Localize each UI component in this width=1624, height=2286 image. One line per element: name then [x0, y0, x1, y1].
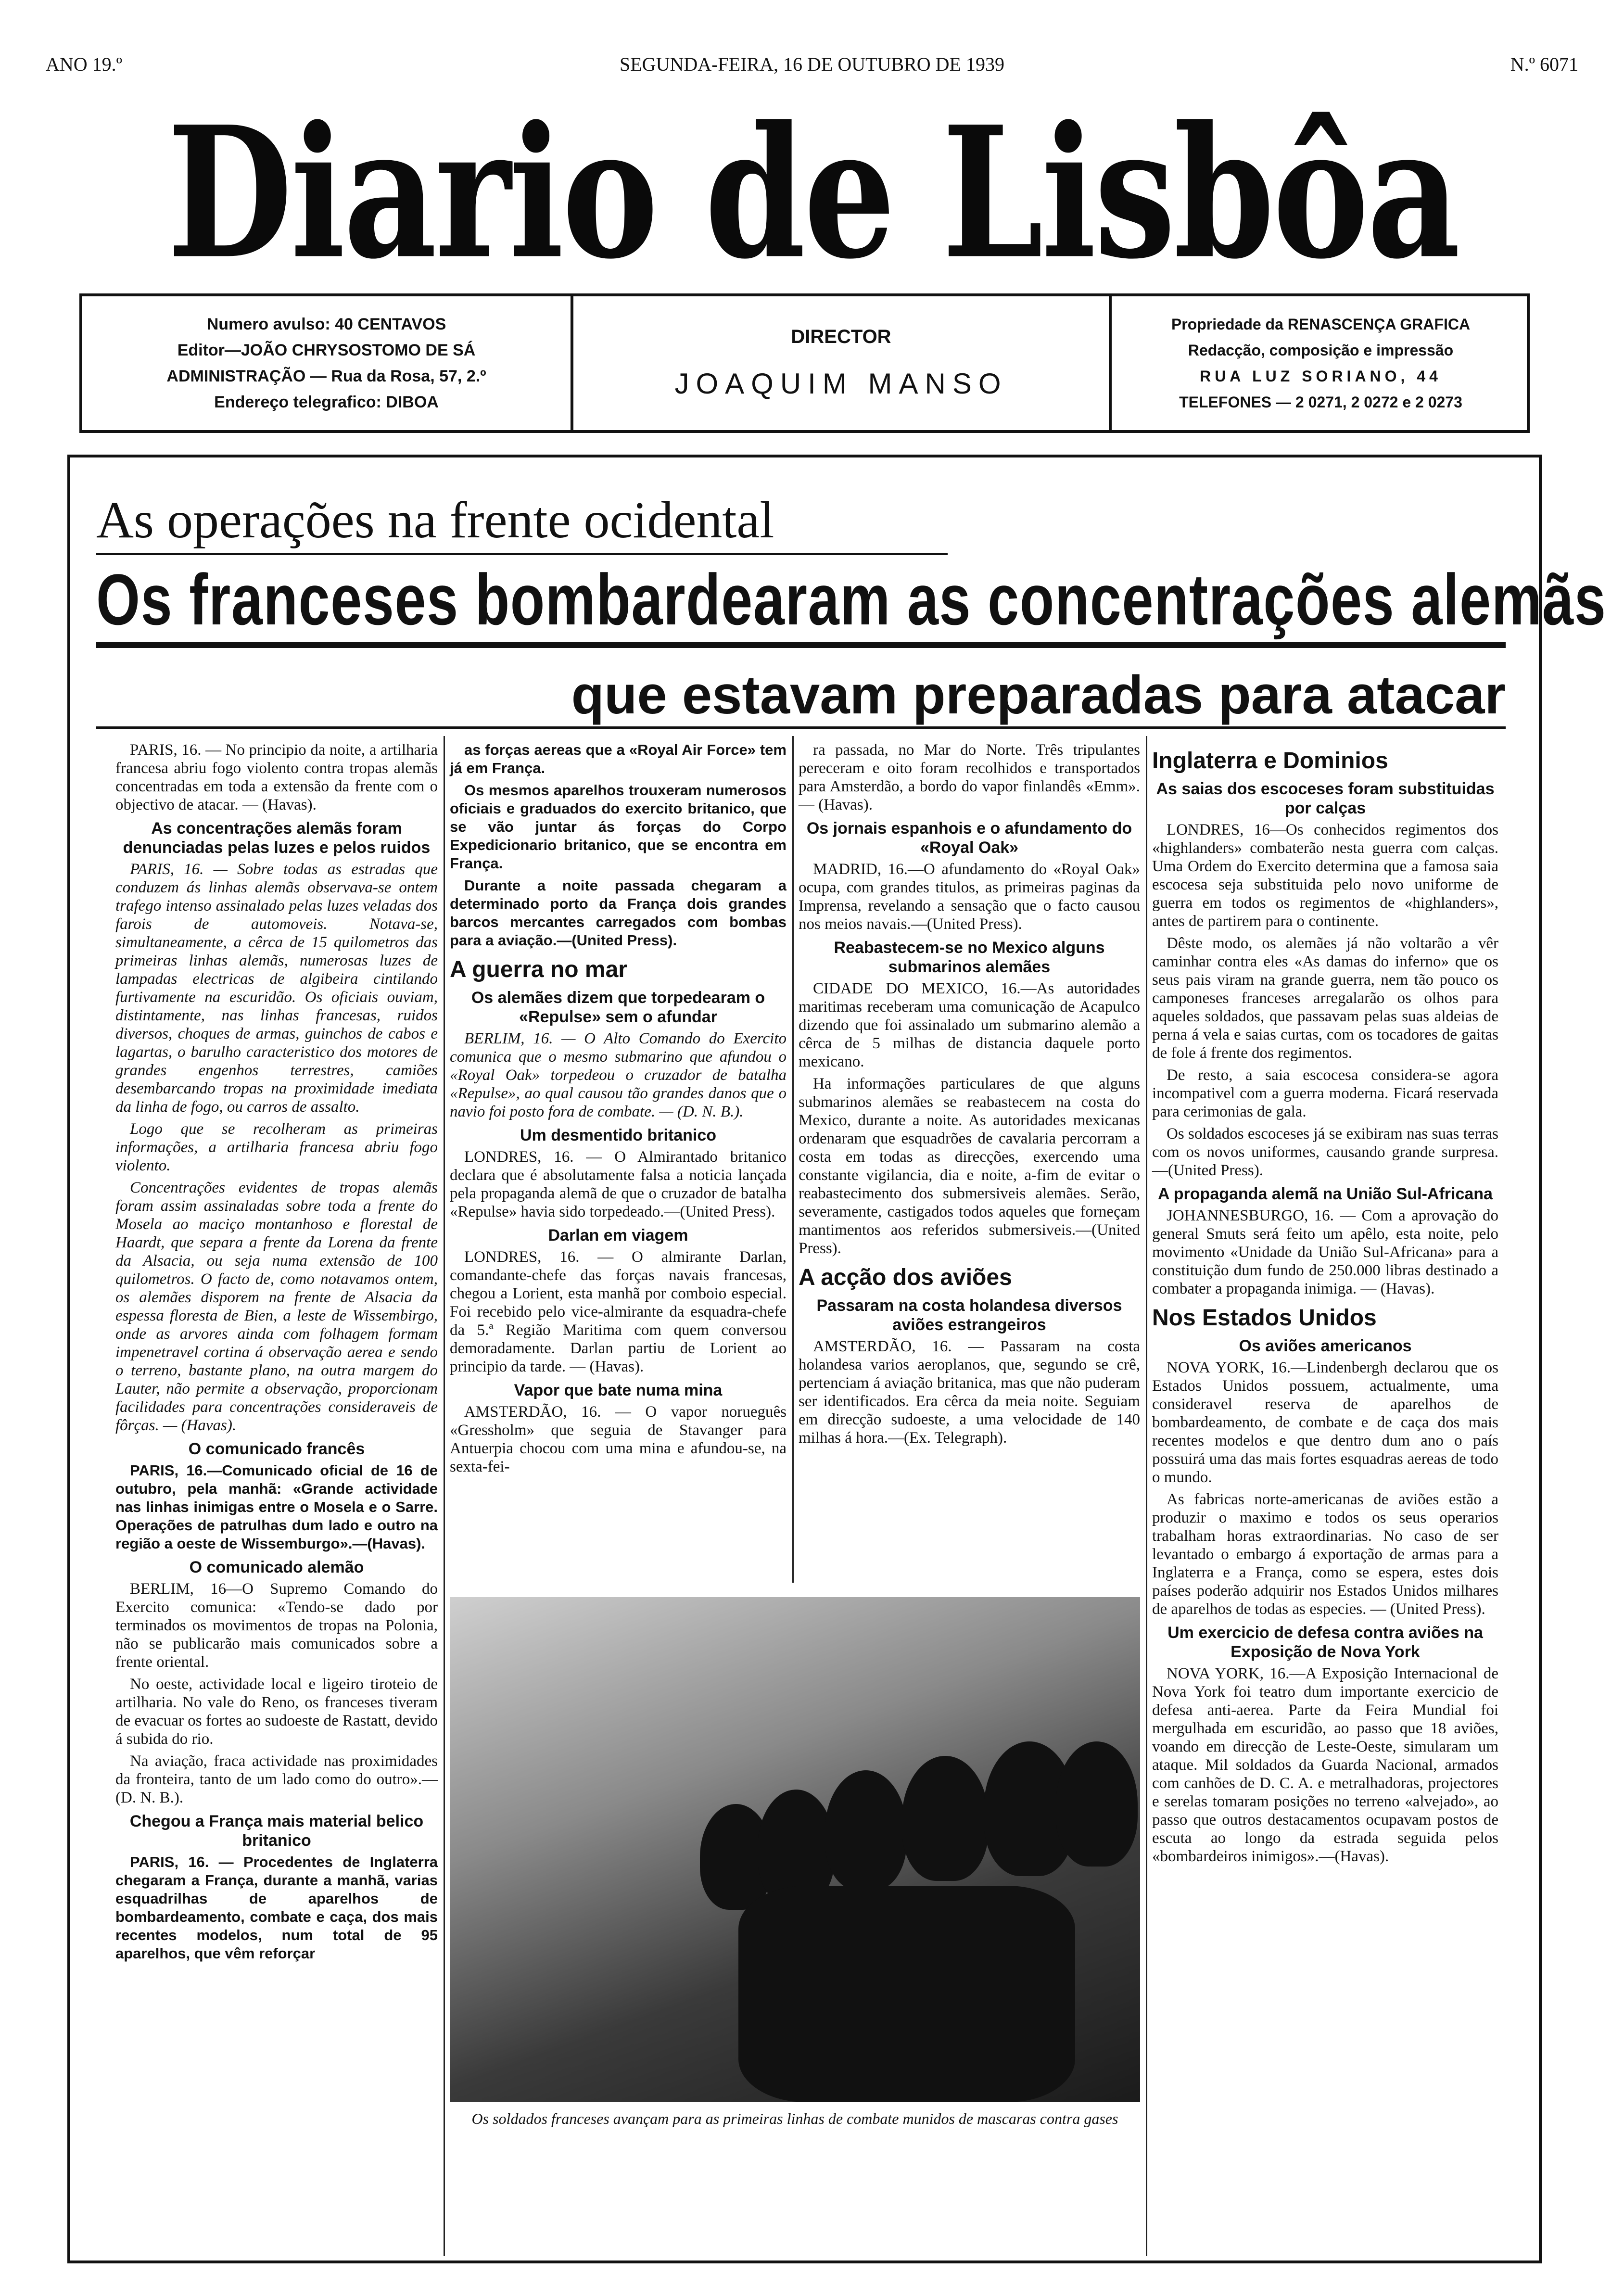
article-paragraph: Os mesmos aparelhos trouxeram numerosos oficiais e graduados do exercito britanico, que se vão juntar ás forças do Corpo Expedicionario britanico, que se encontra em França. [450, 782, 787, 872]
lead-subhead: que estavam preparadas para atacar [571, 665, 1506, 725]
article-paragraph: Dêste modo, os alemães já não voltarão a vêr caminhar contra eles «As damas do inferno» que os seus pais viram na grande guerra, nem tão pouco os camponeses franceses arregalarão os olhos para aqueles soldados, que passavam pelas suas aldeias de perna á vela e saias curtas, com os tocadores de gaitas de fole á frente dos regimentos. [1152, 935, 1498, 1062]
article-paragraph: BERLIM, 16. — O Alto Comando do Exercito comunica que o mesmo submarino que afundou o «Royal Oak» torpedeou o cruzador de batalha «Repulse», ao qual causou tão grandes danos que o navio foi posto fora de combate. — (D. N. B.). [450, 1030, 787, 1120]
article-paragraph: LONDRES, 16. — O Almirantado britanico declara que é absolutamente falsa a noticia lançada pela propaganda alemã de que o cruzador de batalha «Repulse» havia sido torpedeado.—(United Press). [450, 1148, 787, 1220]
article-paragraph: Ha informações particulares de que alguns submarinos alemães se reabastecem na costa do Mexico, durante a noite. As autoridades mexicanas ordenaram que esquadrões de cavalaria percorram a costa em todas as direcções, exercendo uma constante vigilancia, dia e noite, a-fim de evitar o reabastecimento dos submersiveis alemães. Serão, severamente, castigados todos aqueles que forneçam mantimentos aos referidos submersiveis.—(United Press). [799, 1075, 1140, 1257]
column-2 [450, 741, 787, 1480]
year-label: ANO 19.º [46, 53, 123, 75]
column-4 [1152, 741, 1498, 1869]
article-paragraph: Durante a noite passada chegaram a determinado porto da França dois grandes barcos mercantes carregados com bombas para a aviação.—(United Press). [450, 877, 787, 949]
article-paragraph: NOVA YORK, 16.—Lindenbergh declarou que os Estados Unidos possuem, actualmente, uma consideravel reserva de aparelhos de bombardeamento, de combate e de caça dos mais recentes modelos e que dentro dum ano o país possuirá uma das mais fortes esquadras aereas de todo o mundo. [1152, 1359, 1498, 1486]
section-heading: Passaram na costa holandesa diversos aviões estrangeiros [816, 1296, 1122, 1334]
section-heading: Um desmentido britanico [520, 1126, 717, 1144]
section-heading: O comunicado alemão [189, 1558, 364, 1576]
article-paragraph: As fabricas norte-americanas de aviões estão a produzir o maximo e todos os seus operarios trabalham horas extraordinarias. No caso de ser levantado o embargo á exportação de armas para a Inglaterra e a França, como se espera, estes dois países poderão adquirir nos Estados Unidos milhares de aparelhos de todas as especies. — (United Press). [1152, 1491, 1498, 1618]
info-director [571, 296, 1112, 430]
administration-line: ADMINISTRAÇÃO — Rua da Rosa, 57, 2.º [166, 367, 486, 385]
article-paragraph: LONDRES, 16. — O almirante Darlan, comandante-chefe das forças navais francesas, chegou a Lorient, esta manhã por comboio especial. Foi recebido pelo vice-almirante da esquadra-chefe da 5.ª Região Maritima com quem conversou demoradamente. Darlan partiu de Lorient ao principio da tarde. — (Havas). [450, 1248, 787, 1375]
lead-headline: Os franceses bombardearam as concentrações alemãs [96, 559, 1607, 640]
section-heading: Os alemães dizem que torpedearam o «Repulse» sem o afundar [471, 989, 765, 1026]
lead-kicker: As operações na frente ocidental [96, 492, 774, 549]
section-heading: Vapor que bate numa mina [514, 1381, 723, 1399]
section-heading: A propaganda alemã na União Sul-Africana [1158, 1185, 1493, 1203]
issue-number: N.º 6071 [1510, 53, 1578, 75]
section-title: A guerra no mar [450, 957, 627, 982]
soldier-figure [902, 1756, 989, 1881]
article-paragraph: PARIS, 16. — No principio da noite, a artilharia francesa abriu fogo violento contra tropas alemãs concentradas em toda a extensão da frente com o objectivo de atacar. — (Havas). [115, 741, 438, 813]
soldier-figure [825, 1770, 907, 1891]
info-left [82, 296, 571, 430]
section-heading: Os jornais espanhois e o afundamento do «Royal Oak» [806, 819, 1132, 857]
article-paragraph: PARIS, 16.—Comunicado oficial de 16 de outubro, pela manhã: «Grande actividade nas linhas inimigas entre o Mosela e o Sarre. Operações de patrulhas dum lado e outro na região a oeste de Wissemburgo».—(Havas). [115, 1462, 438, 1552]
article-paragraph: CIDADE DO MEXICO, 16.—As autoridades maritimas receberam uma comunicação de Acapulco dizendo que foi assinalado um submarino alemão a cêrca de 5 milhas de distancia daquele porto mexicano. [799, 980, 1140, 1070]
newsroom-line: Redacção, composição e impressão [1188, 342, 1454, 359]
director-label: DIRECTOR [791, 326, 891, 347]
troop-bodies [738, 1886, 1075, 2102]
column-3 [799, 741, 1140, 1451]
section-heading: Darlan em viagem [548, 1226, 688, 1245]
soldiers-photo [450, 1597, 1140, 2102]
article-paragraph: Logo que se recolheram as primeiras informações, a artilharia francesa abriu fogo violento. [115, 1120, 438, 1174]
soldier-figure [1056, 1741, 1138, 1867]
info-box [79, 293, 1530, 433]
article-paragraph: De resto, a saia escocesa considera-se agora incompativel com a guerra moderna. Ficará reservada para cerimonias de gala. [1152, 1067, 1498, 1120]
telegraph-line: Endereço telegrafico: DIBOA [214, 393, 439, 411]
article-paragraph: BERLIM, 16—O Supremo Comando do Exercito comunica: «Tendo-se dado por terminados os movimentos de tropas na Polonia, não se publicarão mais comunicados sobre a frente oriental. [115, 1580, 438, 1671]
article-paragraph: LONDRES, 16—Os conhecidos regimentos dos «highlanders» combaterão nesta guerra com calças. Uma Ordem do Exercito determina que a famosa saia escocesa seja substituida pelo novo uniforme de guerra em todos os regimentos de «highlanders», antes de partirem para o continente. [1152, 821, 1498, 930]
article-paragraph: AMSTERDÃO, 16. — Passaram na costa holandesa varios aeroplanos, que, segundo se crê, pertenciam á aviação britanica, mas que não puderam ser identificados. Era cêrca da meia noite. Seguiam em direcção sudoeste, a uma velocidade de 140 milhas á hora.—(Ex. Telegraph). [799, 1338, 1140, 1447]
section-heading: Um exercicio de defesa contra aviões na Exposição de Nova York [1167, 1624, 1483, 1661]
article-paragraph: PARIS, 16. — Procedentes de Inglaterra chegaram a França, durante a manhã, varias esquadrilhas de aparelhos de bombardeamento, combate e caça, dos mais recentes modelos, num total de 95 aparelhos, que vêm reforçar [115, 1854, 438, 1962]
section-heading: Chegou a França mais material belico britanico [129, 1812, 424, 1850]
section-heading: O comunicado francês [188, 1440, 365, 1458]
kicker-rule [96, 553, 948, 555]
article-paragraph: JOHANNESBURGO, 16. — Com a aprovação do general Smuts será feito um apêlo, esta noite, pelo movimento «Unidade da União Sul-Africana» para a constituição dum fundo de 250.000 libras destinado a combater a propaganda inimiga. — (Havas). [1152, 1207, 1498, 1297]
section-title: Inglaterra e Dominios [1152, 748, 1388, 774]
column-1 [115, 741, 438, 1967]
article-paragraph: Na aviação, fraca actividade nas proximidades da fronteira, tanto de um lado como do outro».—(D. N. B.). [115, 1753, 438, 1806]
article-paragraph: MADRID, 16.—O afundamento do «Royal Oak» ocupa, com grandes titulos, as primeiras paginas da Imprensa, revelando a sensação que o facto causou nos meios navais.—(United Press). [799, 861, 1140, 933]
article-paragraph: Os soldados escoceses já se exibiram nas suas terras com os novos uniformes, causando grande surpresa.—(United Press). [1152, 1125, 1498, 1179]
column-divider [792, 736, 794, 1583]
headline-rule [96, 642, 1506, 648]
director-name: JOAQUIM MANSO [674, 368, 1008, 400]
subhead-rule [96, 726, 1506, 729]
article-paragraph: Concentrações evidentes de tropas alemãs foram assim assinaladas sobre toda a frente do Mosela ao maciço montanhoso e florestal de Haardt, que separa a frente da Lorena da frente da Alsacia, ou seja numa extensão de 100 quilometros. O facto de, como notavamos ontem, os alemães disporem na frente de Alsacia da espessa floresta de Bien, a leste de Wissembirgo, onde as arvores ainda com folhagem formam impenetravel cortina á observação aerea e sendo o terreno, bastante plano, na outra margem do Lauter, não permite a observação, proporcionam facilidades para concentrações consideraveis de fôrças. — (Havas). [115, 1179, 438, 1434]
section-heading: Os aviões americanos [1239, 1337, 1412, 1355]
phones-line: TELEFONES — 2 0271, 2 0272 e 2 0273 [1179, 394, 1462, 411]
column-divider [1146, 736, 1147, 2256]
masthead-logo: Diario de Lisbôa [167, 86, 1459, 299]
section-title: Nos Estados Unidos [1152, 1305, 1377, 1331]
editor-line: Editor—JOÃO CHRYSOSTOMO DE SÁ [177, 341, 476, 359]
article-paragraph: ra passada, no Mar do Norte. Três tripulantes pereceram e oito foram recolhidos e transportados para Amsterdão, a bordo do vapor finlandês «Emm». — (Havas). [799, 741, 1140, 813]
article-paragraph: PARIS, 16. — Sobre todas as estradas que conduzem ás linhas alemãs observava-se ontem trafego intenso assinalado pelas luzes veladas dos farois de automoveis. Notava-se, simultaneamente, a cêrca de 15 quilometros das primeiras linhas alemãs, numerosas luzes de lampadas electricas de algibeira cintilando furtivamente na escuridão. Os oficiais ouviam, distintamente, nas linhas francesas, ruidos diversos, choques de armas, guinchos de cabos e lagartas, o barulho caracteristico dos motores de grandes engenhos terrestres, camiões desembarcando tropas na proximidade imediata da linha de fogo, ou carros de assalto. [115, 861, 438, 1116]
info-right [1112, 296, 1530, 430]
photo-caption: Os soldados franceses avançam para as primeiras linhas de combate munidos de mascaras contra gases [471, 2110, 1118, 2127]
section-title: A acção dos aviões [799, 1265, 1012, 1290]
article-paragraph: AMSTERDÃO, 16. — O vapor norueguês «Gressholm» que seguia de Stavanger para Antuerpia chocou com uma mina e afundou-se, na sexta-fei- [450, 1403, 787, 1475]
article-paragraph: NOVA YORK, 16.—A Exposição Internacional de Nova York foi teatro dum importante exercicio de defesa anti-aerea. Parte da Feira Mundial foi mergulhada em escuridão, ao passo que 18 aviões, voando em direcção de Leste-Oeste, simularam um ataque. Mil soldados da Guarda Nacional, armados com canhões de D. C. A. e metralhadoras, projectores e serelas tomaram posições no terreno «alvejado», ao passo que outros destacamentos ocupavam postos de escuta ao longo da estrada seguida pelos «bombardeiros inimigos».—(Havas). [1152, 1665, 1498, 1865]
section-heading: Reabastecem-se no Mexico alguns submarinos alemães [834, 939, 1105, 976]
column-divider [444, 736, 445, 2256]
date-label: SEGUNDA-FEIRA, 16 DE OUTUBRO DE 1939 [620, 53, 1004, 75]
price-line: Numero avulso: 40 CENTAVOS [206, 315, 446, 333]
section-heading: As concentrações alemãs foram denunciadas pelas luzes e pelos ruidos [123, 819, 431, 857]
owner-line: Propriedade da RENASCENÇA GRAFICA [1171, 316, 1471, 333]
section-heading: As saias dos escoceses foram substituidas por calças [1156, 780, 1495, 817]
address-line: RUA LUZ SORIANO, 44 [1200, 368, 1442, 385]
article-paragraph: as forças aereas que a «Royal Air Force» tem já em França. [450, 741, 787, 776]
article-paragraph: No oeste, actividade local e ligeiro tiroteio de artilharia. No vale do Reno, os franceses tiveram de evacuar os fortes ao sudoeste de Rastatt, devido á subida do rio. [115, 1676, 438, 1748]
dateline [46, 53, 1578, 82]
